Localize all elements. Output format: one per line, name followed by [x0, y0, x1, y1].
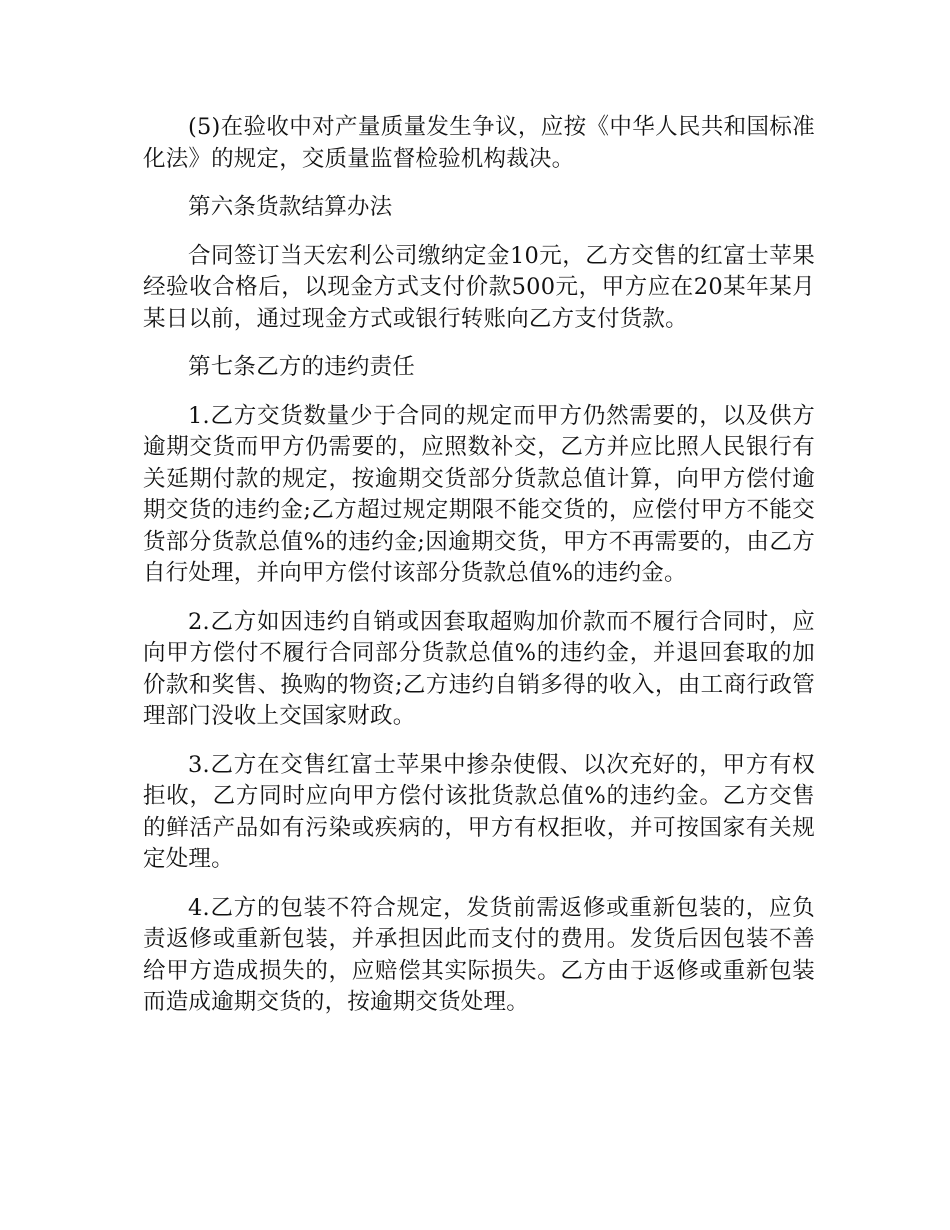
clause-paragraph-payment: 合同签订当天宏利公司缴纳定金10元，乙方交售的红富士苹果经验收合格后，以现金方式支付价款500元，甲方应在20某年某月某日以前，通过现金方式或银行转账向乙方支付货款。 [143, 242, 815, 332]
section-heading-payment: 第六条货款结算办法 [188, 194, 393, 220]
clause-paragraph-quality-dispute: (5)在验收中对产量质量发生争议，应按《中华人民共和国标准化法》的规定，交质量监督检验机构裁决。 [143, 114, 815, 172]
clause-paragraph-liability-1: 1.乙方交货数量少于合同的规定而甲方仍然需要的，以及供方逾期交货而甲方仍需要的，应照数补交，乙方并应比照人民银行有关延期付款的规定，按逾期交货部分货款总值计算，向甲方偿付逾期交货的违约金;乙方超过规定期限不能交货的，应偿付甲方不能交货部分货款总值%的违约金;因逾期交货，甲方不再需要的，由乙方自行处理，并向甲方偿付该部分货款总值%的违约金。 [143, 402, 815, 586]
document-body [143, 112, 815, 1036]
clause-paragraph-liability-2: 2.乙方如因违约自销或因套取超购加价款而不履行合同时，应向甲方偿付不履行合同部分货款总值%的违约金，并退回套取的加价款和奖售、换购的物资;乙方违约自销多得的收入，由工商行政管理部门没收上交国家财政。 [143, 608, 815, 729]
clause-paragraph-liability-3: 3.乙方在交售红富士苹果中掺杂使假、以次充好的，甲方有权拒收，乙方同时应向甲方偿付该批货款总值%的违约金。乙方交售的鲜活产品如有污染或疾病的，甲方有权拒收，并可按国家有关规定处理。 [143, 751, 815, 872]
clause-paragraph-liability-4: 4.乙方的包装不符合规定，发货前需返修或重新包装的，应负责返修或重新包装，并承担因此而支付的费用。发货后因包装不善给甲方造成损失的，应赔偿其实际损失。乙方由于返修或重新包装而造成逾期交货的，按逾期交货处理。 [143, 894, 815, 1015]
section-heading-liability: 第七条乙方的违约责任 [188, 354, 416, 380]
